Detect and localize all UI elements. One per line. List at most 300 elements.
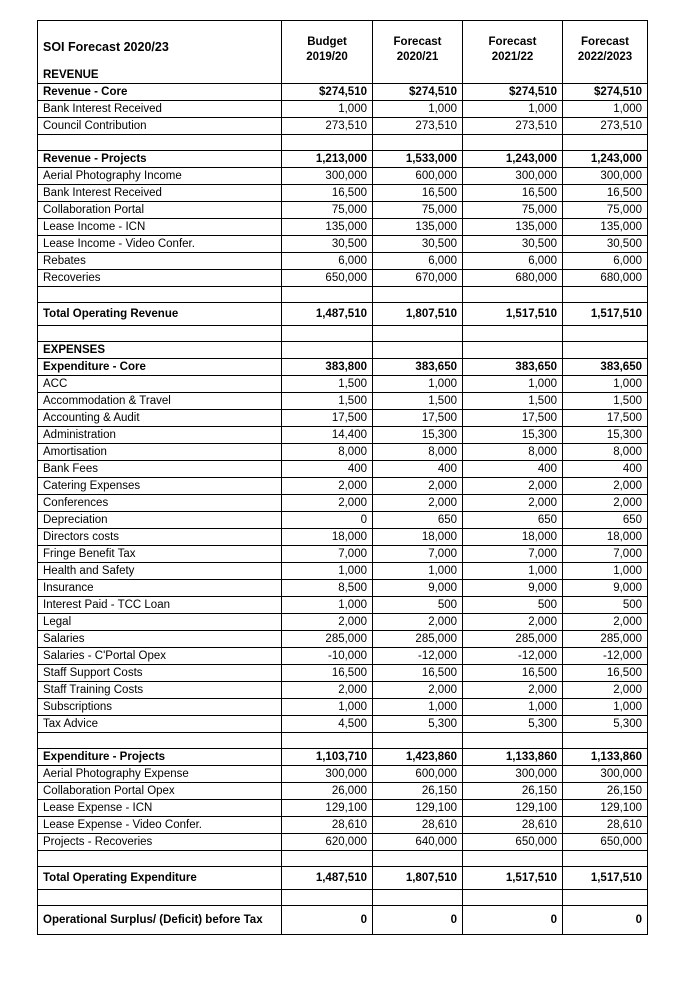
table-row [38, 101, 648, 118]
row-value [282, 851, 373, 867]
table-row [38, 906, 648, 935]
row-label: Lease Expense - ICN [38, 800, 282, 817]
row-value [282, 733, 373, 749]
row-value: 1,000 [463, 699, 563, 716]
table-row [38, 236, 648, 253]
row-value: 0 [563, 906, 648, 935]
row-label: Legal [38, 614, 282, 631]
table-row [38, 444, 648, 461]
row-value: 14,400 [282, 427, 373, 444]
blank-row [38, 733, 648, 749]
row-value: 650,000 [282, 270, 373, 287]
row-value: 135,000 [282, 219, 373, 236]
row-value: 28,610 [563, 817, 648, 834]
row-value: 273,510 [373, 118, 463, 135]
row-label [38, 135, 282, 151]
row-label: Lease Expense - Video Confer. [38, 817, 282, 834]
table-row [38, 546, 648, 563]
row-value: 129,100 [282, 800, 373, 817]
row-value [282, 890, 373, 906]
row-label: Salaries [38, 631, 282, 648]
blank-row [38, 326, 648, 342]
row-value [563, 342, 648, 359]
table-row [38, 270, 648, 287]
row-value: 30,500 [282, 236, 373, 253]
row-value: 8,000 [373, 444, 463, 461]
row-value: 2,000 [563, 682, 648, 699]
row-value [463, 342, 563, 359]
row-label: Staff Support Costs [38, 665, 282, 682]
row-value: 300,000 [282, 168, 373, 185]
table-row [38, 303, 648, 326]
row-value: 16,500 [373, 185, 463, 202]
table-row [38, 393, 648, 410]
table-row [38, 512, 648, 529]
row-label: Bank Fees [38, 461, 282, 478]
row-value: 1,000 [563, 101, 648, 118]
column-header-forecast-2022-2023: Forecast 2022/2023 [563, 21, 648, 84]
row-value: 2,000 [282, 478, 373, 495]
header-title-cell [38, 21, 282, 84]
row-value: 1,000 [373, 699, 463, 716]
table-row [38, 597, 648, 614]
row-value: -12,000 [463, 648, 563, 665]
blank-row [38, 287, 648, 303]
row-value: 300,000 [563, 766, 648, 783]
row-label: Total Operating Revenue [38, 303, 282, 326]
table-row [38, 253, 648, 270]
row-value: 129,100 [463, 800, 563, 817]
row-label: Bank Interest Received [38, 185, 282, 202]
row-value: 400 [463, 461, 563, 478]
row-value: 640,000 [373, 834, 463, 851]
row-value [563, 851, 648, 867]
row-value: $274,510 [463, 84, 563, 101]
row-value: 1,487,510 [282, 303, 373, 326]
row-value: 28,610 [373, 817, 463, 834]
row-value: 300,000 [463, 766, 563, 783]
row-label [38, 287, 282, 303]
row-value [463, 733, 563, 749]
table-title: SOI Forecast 2020/23 [43, 40, 169, 54]
row-value: 28,610 [463, 817, 563, 834]
row-value: 273,510 [463, 118, 563, 135]
row-value: 1,517,510 [563, 867, 648, 890]
table-row [38, 783, 648, 800]
row-value: 2,000 [463, 682, 563, 699]
row-label [38, 890, 282, 906]
row-value: 9,000 [373, 580, 463, 597]
row-value: 8,000 [463, 444, 563, 461]
row-label: ACC [38, 376, 282, 393]
revenue-heading: REVENUE [43, 69, 99, 81]
row-value [463, 287, 563, 303]
row-value [463, 890, 563, 906]
row-label: Interest Paid - TCC Loan [38, 597, 282, 614]
row-value [563, 326, 648, 342]
row-value [563, 135, 648, 151]
row-value: 1,000 [373, 563, 463, 580]
row-value: 1,000 [282, 699, 373, 716]
row-value [463, 135, 563, 151]
row-value: 650 [563, 512, 648, 529]
row-value [373, 851, 463, 867]
row-value: 30,500 [373, 236, 463, 253]
row-value: 75,000 [282, 202, 373, 219]
row-value: 2,000 [373, 495, 463, 512]
table-row [38, 834, 648, 851]
row-value: 75,000 [373, 202, 463, 219]
row-value [373, 890, 463, 906]
row-value: 2,000 [282, 495, 373, 512]
row-label: Council Contribution [38, 118, 282, 135]
table-row [38, 682, 648, 699]
blank-row [38, 851, 648, 867]
row-value: 0 [373, 906, 463, 935]
row-value [563, 890, 648, 906]
row-value [282, 326, 373, 342]
row-label: Expenditure - Projects [38, 749, 282, 766]
row-value: 75,000 [563, 202, 648, 219]
blank-row [38, 135, 648, 151]
row-value: 17,500 [282, 410, 373, 427]
row-value: 650 [373, 512, 463, 529]
table-row [38, 410, 648, 427]
table-row [38, 342, 648, 359]
row-value: 1,133,860 [563, 749, 648, 766]
soi-forecast-table [37, 20, 648, 935]
row-value: 17,500 [463, 410, 563, 427]
row-value: 1,500 [282, 393, 373, 410]
row-label [38, 733, 282, 749]
row-label: Aerial Photography Income [38, 168, 282, 185]
row-label: Total Operating Expenditure [38, 867, 282, 890]
row-value: 1,103,710 [282, 749, 373, 766]
row-value: 16,500 [563, 185, 648, 202]
row-value: 4,500 [282, 716, 373, 733]
row-value: 16,500 [463, 665, 563, 682]
row-label: Subscriptions [38, 699, 282, 716]
row-value [463, 326, 563, 342]
row-value: 1,517,510 [463, 303, 563, 326]
row-label: Salaries - C'Portal Opex [38, 648, 282, 665]
row-value: 1,000 [373, 376, 463, 393]
table-row [38, 800, 648, 817]
row-value: 285,000 [563, 631, 648, 648]
row-value: 300,000 [463, 168, 563, 185]
row-value: 2,000 [282, 614, 373, 631]
row-label: Depreciation [38, 512, 282, 529]
row-value: 1,500 [563, 393, 648, 410]
table-row [38, 84, 648, 101]
row-value: 6,000 [282, 253, 373, 270]
row-value: 26,000 [282, 783, 373, 800]
row-value: 1,807,510 [373, 867, 463, 890]
row-value [373, 733, 463, 749]
row-value: 2,000 [563, 495, 648, 512]
row-value: 1,243,000 [463, 151, 563, 168]
table-row [38, 185, 648, 202]
row-value: 135,000 [463, 219, 563, 236]
row-value: 8,500 [282, 580, 373, 597]
row-value: 135,000 [563, 219, 648, 236]
row-value: 8,000 [563, 444, 648, 461]
row-label: Projects - Recoveries [38, 834, 282, 851]
row-value: 0 [282, 906, 373, 935]
row-label [38, 851, 282, 867]
row-value: 285,000 [373, 631, 463, 648]
row-value: 0 [282, 512, 373, 529]
row-value: 670,000 [373, 270, 463, 287]
row-value: 2,000 [563, 614, 648, 631]
row-value: 17,500 [563, 410, 648, 427]
row-label: EXPENSES [38, 342, 282, 359]
row-value: 18,000 [373, 529, 463, 546]
row-value: 285,000 [282, 631, 373, 648]
row-value: 1,423,860 [373, 749, 463, 766]
row-value [373, 326, 463, 342]
row-value [373, 135, 463, 151]
row-label: Directors costs [38, 529, 282, 546]
row-value: 1,517,510 [563, 303, 648, 326]
row-value: 1,000 [563, 563, 648, 580]
row-label: Collaboration Portal [38, 202, 282, 219]
row-value: 1,500 [373, 393, 463, 410]
row-value: 500 [373, 597, 463, 614]
row-value: 1,243,000 [563, 151, 648, 168]
row-value [282, 135, 373, 151]
row-value: 1,533,000 [373, 151, 463, 168]
row-value: 7,000 [282, 546, 373, 563]
row-value: 300,000 [282, 766, 373, 783]
row-label: Recoveries [38, 270, 282, 287]
row-value: 1,133,860 [463, 749, 563, 766]
row-value: 6,000 [373, 253, 463, 270]
row-value: 7,000 [373, 546, 463, 563]
row-value: 7,000 [463, 546, 563, 563]
row-value: 75,000 [463, 202, 563, 219]
row-label: Health and Safety [38, 563, 282, 580]
row-value: 500 [563, 597, 648, 614]
table-row [38, 817, 648, 834]
row-value: 383,650 [373, 359, 463, 376]
row-value: 383,650 [463, 359, 563, 376]
row-label: Collaboration Portal Opex [38, 783, 282, 800]
row-value: 650,000 [463, 834, 563, 851]
table-row [38, 168, 648, 185]
table-row [38, 665, 648, 682]
row-label: Operational Surplus/ (Deficit) before Tax [38, 906, 282, 935]
table-row [38, 716, 648, 733]
row-value: 1,000 [282, 563, 373, 580]
row-value: 15,300 [463, 427, 563, 444]
row-value: 5,300 [463, 716, 563, 733]
row-value: 8,000 [282, 444, 373, 461]
row-value: 2,000 [463, 478, 563, 495]
table-row [38, 766, 648, 783]
row-value: 1,000 [463, 101, 563, 118]
row-value: 383,650 [563, 359, 648, 376]
row-value: 26,150 [373, 783, 463, 800]
row-label: Staff Training Costs [38, 682, 282, 699]
row-label: Conferences [38, 495, 282, 512]
table-row [38, 648, 648, 665]
row-value: 26,150 [563, 783, 648, 800]
row-value [463, 851, 563, 867]
row-value: 16,500 [282, 665, 373, 682]
table-row [38, 359, 648, 376]
row-label: Administration [38, 427, 282, 444]
row-label: Revenue - Projects [38, 151, 282, 168]
row-value: 5,300 [563, 716, 648, 733]
table-row [38, 749, 648, 766]
table-body [38, 21, 648, 935]
row-value: 9,000 [563, 580, 648, 597]
row-value: 2,000 [373, 682, 463, 699]
row-label [38, 326, 282, 342]
row-value: 1,500 [282, 376, 373, 393]
row-value [282, 342, 373, 359]
row-value: 7,000 [563, 546, 648, 563]
table-row [38, 631, 648, 648]
table-row [38, 219, 648, 236]
row-label: Aerial Photography Expense [38, 766, 282, 783]
row-value: 2,000 [373, 478, 463, 495]
row-value: 2,000 [463, 614, 563, 631]
row-value: 300,000 [563, 168, 648, 185]
table-row [38, 478, 648, 495]
row-label: Tax Advice [38, 716, 282, 733]
row-label: Catering Expenses [38, 478, 282, 495]
row-value: 16,500 [463, 185, 563, 202]
table-row [38, 495, 648, 512]
row-value: 15,300 [373, 427, 463, 444]
table-row [38, 867, 648, 890]
row-value: 16,500 [563, 665, 648, 682]
row-value: 28,610 [282, 817, 373, 834]
row-value: 1,517,510 [463, 867, 563, 890]
row-label: Expenditure - Core [38, 359, 282, 376]
row-value: 30,500 [563, 236, 648, 253]
table-row [38, 614, 648, 631]
row-label: Bank Interest Received [38, 101, 282, 118]
row-label: Accounting & Audit [38, 410, 282, 427]
table-row [38, 529, 648, 546]
column-header-budget-2019-20: Budget 2019/20 [282, 21, 373, 84]
row-value: 273,510 [282, 118, 373, 135]
row-value [563, 733, 648, 749]
row-value: 135,000 [373, 219, 463, 236]
row-value: 18,000 [563, 529, 648, 546]
row-value: 1,000 [282, 101, 373, 118]
row-value: $274,510 [563, 84, 648, 101]
row-value: 400 [563, 461, 648, 478]
row-value: 2,000 [373, 614, 463, 631]
row-value: 30,500 [463, 236, 563, 253]
row-value: 400 [373, 461, 463, 478]
row-label: Fringe Benefit Tax [38, 546, 282, 563]
row-value: 383,800 [282, 359, 373, 376]
table-row [38, 151, 648, 168]
row-value: 18,000 [282, 529, 373, 546]
row-value: 129,100 [373, 800, 463, 817]
row-value: 680,000 [563, 270, 648, 287]
table-row [38, 461, 648, 478]
row-value: $274,510 [282, 84, 373, 101]
row-value: 129,100 [563, 800, 648, 817]
row-value: -10,000 [282, 648, 373, 665]
row-value: 650,000 [563, 834, 648, 851]
table-row [38, 699, 648, 716]
row-value: 16,500 [282, 185, 373, 202]
row-value: 1,000 [463, 376, 563, 393]
row-label: Rebates [38, 253, 282, 270]
row-value: 1,000 [282, 597, 373, 614]
row-label: Amortisation [38, 444, 282, 461]
table-row [38, 118, 648, 135]
row-label: Accommodation & Travel [38, 393, 282, 410]
row-value: 0 [463, 906, 563, 935]
row-value: 680,000 [463, 270, 563, 287]
column-header-forecast-2020-21: Forecast 2020/21 [373, 21, 463, 84]
row-value: 1,807,510 [373, 303, 463, 326]
row-value: 1,000 [463, 563, 563, 580]
row-value: 620,000 [282, 834, 373, 851]
row-value: $274,510 [373, 84, 463, 101]
row-value: 2,000 [463, 495, 563, 512]
row-label: Lease Income - ICN [38, 219, 282, 236]
row-value: -12,000 [563, 648, 648, 665]
row-value: 1,487,510 [282, 867, 373, 890]
row-label: Lease Income - Video Confer. [38, 236, 282, 253]
row-value [282, 287, 373, 303]
row-value: 285,000 [463, 631, 563, 648]
row-value: 600,000 [373, 766, 463, 783]
row-value: 1,213,000 [282, 151, 373, 168]
table-header-row [38, 21, 648, 84]
row-value [373, 342, 463, 359]
row-value: 26,150 [463, 783, 563, 800]
row-value: 5,300 [373, 716, 463, 733]
row-value: 2,000 [563, 478, 648, 495]
row-value: 500 [463, 597, 563, 614]
row-value: 18,000 [463, 529, 563, 546]
row-label: Insurance [38, 580, 282, 597]
row-value: 2,000 [282, 682, 373, 699]
row-value: 6,000 [463, 253, 563, 270]
table-row [38, 580, 648, 597]
table-row [38, 202, 648, 219]
row-value: 1,000 [563, 376, 648, 393]
row-value: 1,500 [463, 393, 563, 410]
column-header-forecast-2021-22: Forecast 2021/22 [463, 21, 563, 84]
blank-row [38, 890, 648, 906]
row-value [373, 287, 463, 303]
table-row [38, 563, 648, 580]
row-value: 6,000 [563, 253, 648, 270]
table-row [38, 427, 648, 444]
row-value: 1,000 [373, 101, 463, 118]
table-row [38, 376, 648, 393]
row-value: 273,510 [563, 118, 648, 135]
row-value: 600,000 [373, 168, 463, 185]
row-value: 16,500 [373, 665, 463, 682]
row-label: Revenue - Core [38, 84, 282, 101]
row-value: 1,000 [563, 699, 648, 716]
row-value: 650 [463, 512, 563, 529]
row-value: 17,500 [373, 410, 463, 427]
row-value: 400 [282, 461, 373, 478]
